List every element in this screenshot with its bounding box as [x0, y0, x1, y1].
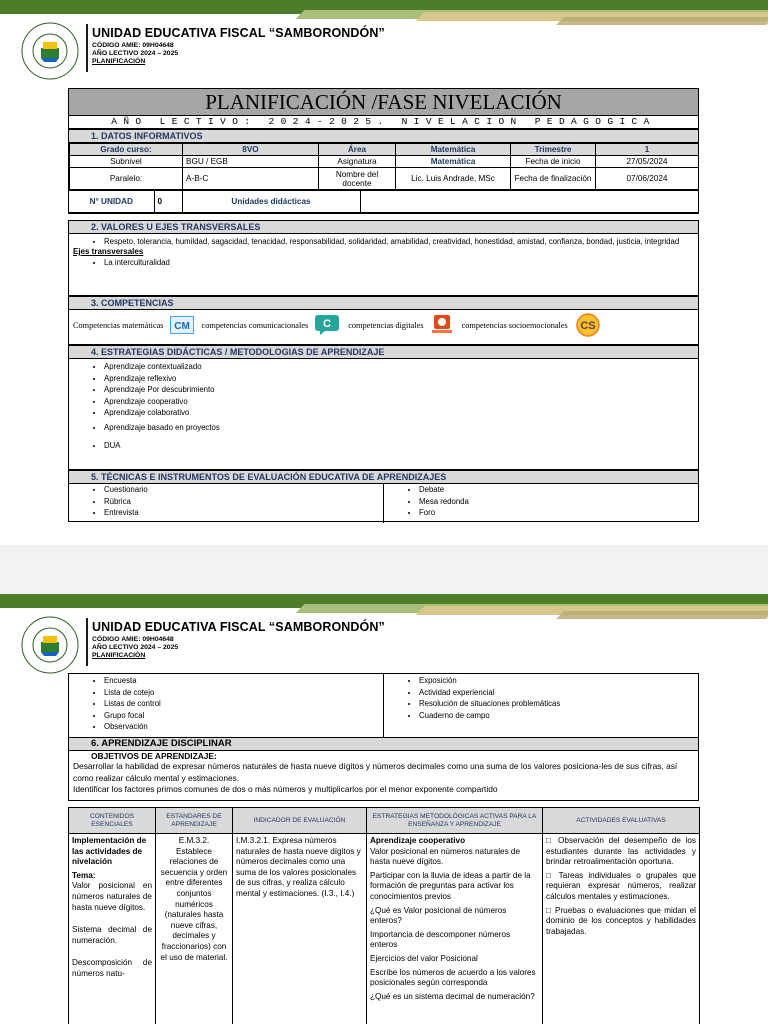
list-item: • Cuaderno de campo	[419, 710, 698, 722]
list-item: • Listas de control	[104, 698, 383, 710]
list-item: • Encuesta	[104, 675, 383, 687]
competencias-row	[69, 310, 698, 340]
unidades-label: Unidades didácticas	[182, 191, 360, 213]
fecha-fin-label: Fecha de finalización	[511, 168, 596, 190]
area-value: Matemática	[396, 144, 511, 156]
estandar-text: Establece relaciones de secuencia y orden entre diferentes conjuntos numéricos (naturales hasta nueve cifras, decimales y fraccionarios) con el uso de material.	[160, 846, 228, 962]
list-item: • Aprendizaje cooperativo	[104, 396, 698, 408]
grado-value: 8VO	[183, 144, 319, 156]
page-2	[0, 594, 768, 1024]
school-name: UNIDAD EDUCATIVA FISCAL “SAMBORONDÓN”	[92, 620, 385, 634]
amie-code: CÓDIGO AMIE: 09H04648	[92, 42, 174, 49]
header-banner	[0, 594, 768, 608]
indicador-text: I.M.3.2.1. Expresa números naturales de hasta nueve dígitos y números decimales como una suma de los valores posicionales de sus cifras, y realiza cálculo mental y estimaciones. (I.3., I.4.)	[236, 836, 361, 898]
actividad-item: □ Pruebas o evaluaciones que midan el dominio de los conceptos y habilidades trabajadas.	[546, 905, 696, 936]
section-valores	[68, 220, 699, 296]
list-item: • Mesa redonda	[419, 496, 698, 508]
comp-socioemocionales: competencias socioemocionales	[461, 320, 568, 330]
trimestre-label: Trimestre	[511, 144, 596, 156]
school-year: AÑO LECTIVO 2024 – 2025	[92, 50, 179, 57]
contenido-2: Sistema decimal de numeración.	[72, 925, 152, 945]
section-title: 1. DATOS INFORMATIVOS	[69, 130, 698, 143]
estrategias-title: Aprendizaje cooperativo	[370, 836, 466, 845]
col-header: ACTIVIDADES EVALUATIVAS	[543, 808, 700, 834]
col-header: INDICADOR DE EVALUACIÓN	[233, 808, 367, 834]
fecha-inicio-value: 27/05/2024	[596, 156, 699, 168]
list-item: • Observación	[104, 721, 383, 733]
list-item: • Rúbrica	[104, 496, 383, 508]
col-header: ESTRATEGIAS METODOLÓGICAS ACTIVAS PARA LA ENSEÑANZA Y APRENDIZAJE	[367, 808, 543, 834]
estrategia-item: Ejercicios del valor Posicional	[370, 953, 478, 963]
socioemotional-icon	[574, 313, 602, 337]
unidad-value: 0	[154, 191, 182, 213]
estrategia-item: ¿Qué es un sistema decimal de numeración?	[370, 991, 535, 1001]
tema-text: Valor posicional en números naturales de hasta nueve dígitos.	[72, 881, 152, 912]
section-title: 3. COMPETENCIAS	[69, 297, 698, 310]
unidad-label: N° UNIDAD	[69, 191, 154, 213]
section-title: 2. VALORES U EJES TRANSVERSALES	[69, 221, 698, 234]
subnivel-label: Subnivel	[70, 156, 183, 168]
cm-icon	[170, 316, 194, 334]
actividad-item: □ Tareas individuales o grupales que requieran expresar números, realizar cálculos mentales y estimaciones.	[546, 870, 696, 901]
estrategias-list	[69, 361, 698, 451]
list-item: • Grupo focal	[104, 710, 383, 722]
col-header: ESTANDARES DE APRENDIZAJE	[156, 808, 233, 834]
list-item: • Aprendizaje colaborativo	[104, 407, 698, 419]
doc-type: PLANIFICACIÓN	[92, 58, 146, 65]
docente-value: Lic. Luis Andrade, MSc	[396, 168, 511, 190]
comp-comunicacionales: competencias comunicacionales	[201, 320, 309, 330]
socioemotional-icon-text: CS	[580, 320, 596, 332]
page-gap	[0, 545, 768, 594]
list-item: • DUA	[104, 440, 698, 452]
school-logo-icon	[16, 614, 84, 676]
header-divider	[86, 24, 88, 72]
ejes-label: Ejes transversales	[73, 247, 144, 256]
area-label: Área	[319, 144, 396, 156]
section-title: 5. TÉCNICAS E INSTRUMENTOS DE EVALUACIÓN EDUCATIVA DE APRENDIZAJES	[69, 471, 698, 484]
digital-icon	[430, 314, 454, 336]
section-tecnicas-cont	[68, 673, 699, 738]
contenidos-cell	[69, 834, 156, 1024]
trimestre-value: 1	[596, 144, 699, 156]
list-item: • Aprendizaje basado en proyectos	[104, 422, 698, 434]
section-title: 6. APRENDIZAJE DISCIPLINAR	[69, 738, 698, 751]
paralelo-label: Paralelo:	[70, 168, 183, 190]
fecha-fin-value: 07/06/2024	[596, 168, 699, 190]
list-item: • Aprendizaje contextualizado	[104, 361, 698, 373]
list-item: • Aprendizaje Por descubrimiento	[104, 384, 698, 396]
section-title: 4. ESTRATEGIAS DIDÁCTICAS / METODOLOGIAS DE APRENDIZAJE	[69, 346, 698, 359]
objetivo-1: Desarrollar la habilidad de expresar números naturales de hasta nueve dígitos y números decimales como una suma de los valores posiciona-les de sus cifras, así como realizar cálculo mental y estimaciones.	[73, 761, 678, 783]
unidades-value	[360, 191, 698, 213]
actividad-item: □ Observación del desempeño de los estudiantes durante las actividades y brindar retroalimentación oportuna.	[546, 836, 696, 867]
estrategia-item: Escribe los números de acuerdo a los valores posicionales según corresponda	[370, 967, 536, 988]
col-header: CONTENIDOS ESENCIALES	[69, 808, 156, 834]
communication-icon	[314, 314, 340, 336]
list-item: • Foro	[419, 507, 698, 519]
estandar-code: E.M.3.2.	[178, 836, 210, 845]
estrategia-item: ¿Qué es Valor posicional de números enteros?	[370, 905, 507, 926]
objetivos-title: OBJETIVOS DE APRENDIZAJE:	[91, 751, 217, 761]
section-aprendizaje	[68, 738, 699, 801]
school-logo-icon	[16, 20, 84, 82]
school-name: UNIDAD EDUCATIVA FISCAL “SAMBORONDÓN”	[92, 26, 385, 40]
list-item: • Actividad experiencial	[419, 687, 698, 699]
ejes-item: • La interculturalidad	[104, 257, 698, 269]
doc-type: PLANIFICACIÓN	[92, 652, 146, 659]
valores-text: • Respeto, tolerancia, humildad, sagacidad, tenacidad, responsabilidad, solidaridad, amabilidad, creatividad, honestidad, amistad, confianza, bondad, justicia, integridad	[104, 237, 698, 247]
subnivel-value: BGU / EGB	[183, 156, 319, 168]
grado-label: Grado curso:	[70, 144, 183, 156]
tema-label: Tema:	[72, 870, 96, 880]
section-estrategias	[68, 345, 699, 470]
estrategia-item: Valor posicional en números naturales de hasta nueve dígitos.	[370, 846, 521, 867]
planning-table	[68, 807, 700, 1024]
asignatura-label: Asignatura	[319, 156, 396, 168]
estrategia-item: Participar con la lluvia de ideas a partir de la formación de preguntas para activar los conocimientos previos	[370, 870, 531, 901]
list-item: • Cuestionario	[104, 484, 383, 496]
section-datos	[68, 129, 699, 214]
page-title: PLANIFICACIÓN /FASE NIVELACIÓN	[68, 88, 699, 116]
list-item: • Debate	[419, 484, 698, 496]
list-item: • Lista de cotejo	[104, 687, 383, 699]
comp-matematicas: Competencias matemáticas	[73, 320, 164, 330]
list-item: • Aprendizaje reflexivo	[104, 373, 698, 385]
unidad-table	[69, 190, 698, 213]
actividades-cell	[543, 834, 700, 1024]
cm-icon-text: CM	[173, 321, 190, 332]
school-year: AÑO LECTIVO 2024 – 2025	[92, 644, 179, 651]
datos-table	[69, 143, 699, 190]
comp-digitales: competencias digitales	[348, 320, 424, 330]
section-tecnicas	[68, 470, 699, 522]
estrategias-cell	[367, 834, 543, 1024]
list-item: • Exposición	[419, 675, 698, 687]
list-item: • Entrevista	[104, 507, 383, 519]
estrategia-item: Importancia de descomponer números enteros	[370, 929, 511, 950]
estandares-cell	[156, 834, 233, 1024]
amie-code: CÓDIGO AMIE: 09H04648	[92, 636, 174, 643]
objetivo-2: Identificar los factores primos comunes de dos o más números y multiplicarlos por el menor exponente compartido	[73, 784, 498, 794]
header-banner	[0, 0, 768, 14]
list-item: • Resolución de situaciones problemáticas	[419, 698, 698, 710]
contenidos-title: Implementación de las actividades de nivelación	[72, 836, 147, 867]
paralelo-value: A-B-C	[183, 168, 319, 190]
section-competencias	[68, 296, 699, 345]
asignatura-value: Matemática	[396, 156, 511, 168]
communication-icon-text: C	[323, 318, 332, 330]
fecha-inicio-label: Fecha de inicio	[511, 156, 596, 168]
indicador-cell	[233, 834, 367, 1024]
page-subtitle: AÑO LECTIVO: 2024-2025. NIVELACION PEDAGOGICA	[68, 116, 699, 129]
contenido-3: Descomposición de números natu-	[72, 958, 152, 978]
docente-label: Nombre del docente	[319, 168, 396, 190]
header-divider	[86, 618, 88, 666]
